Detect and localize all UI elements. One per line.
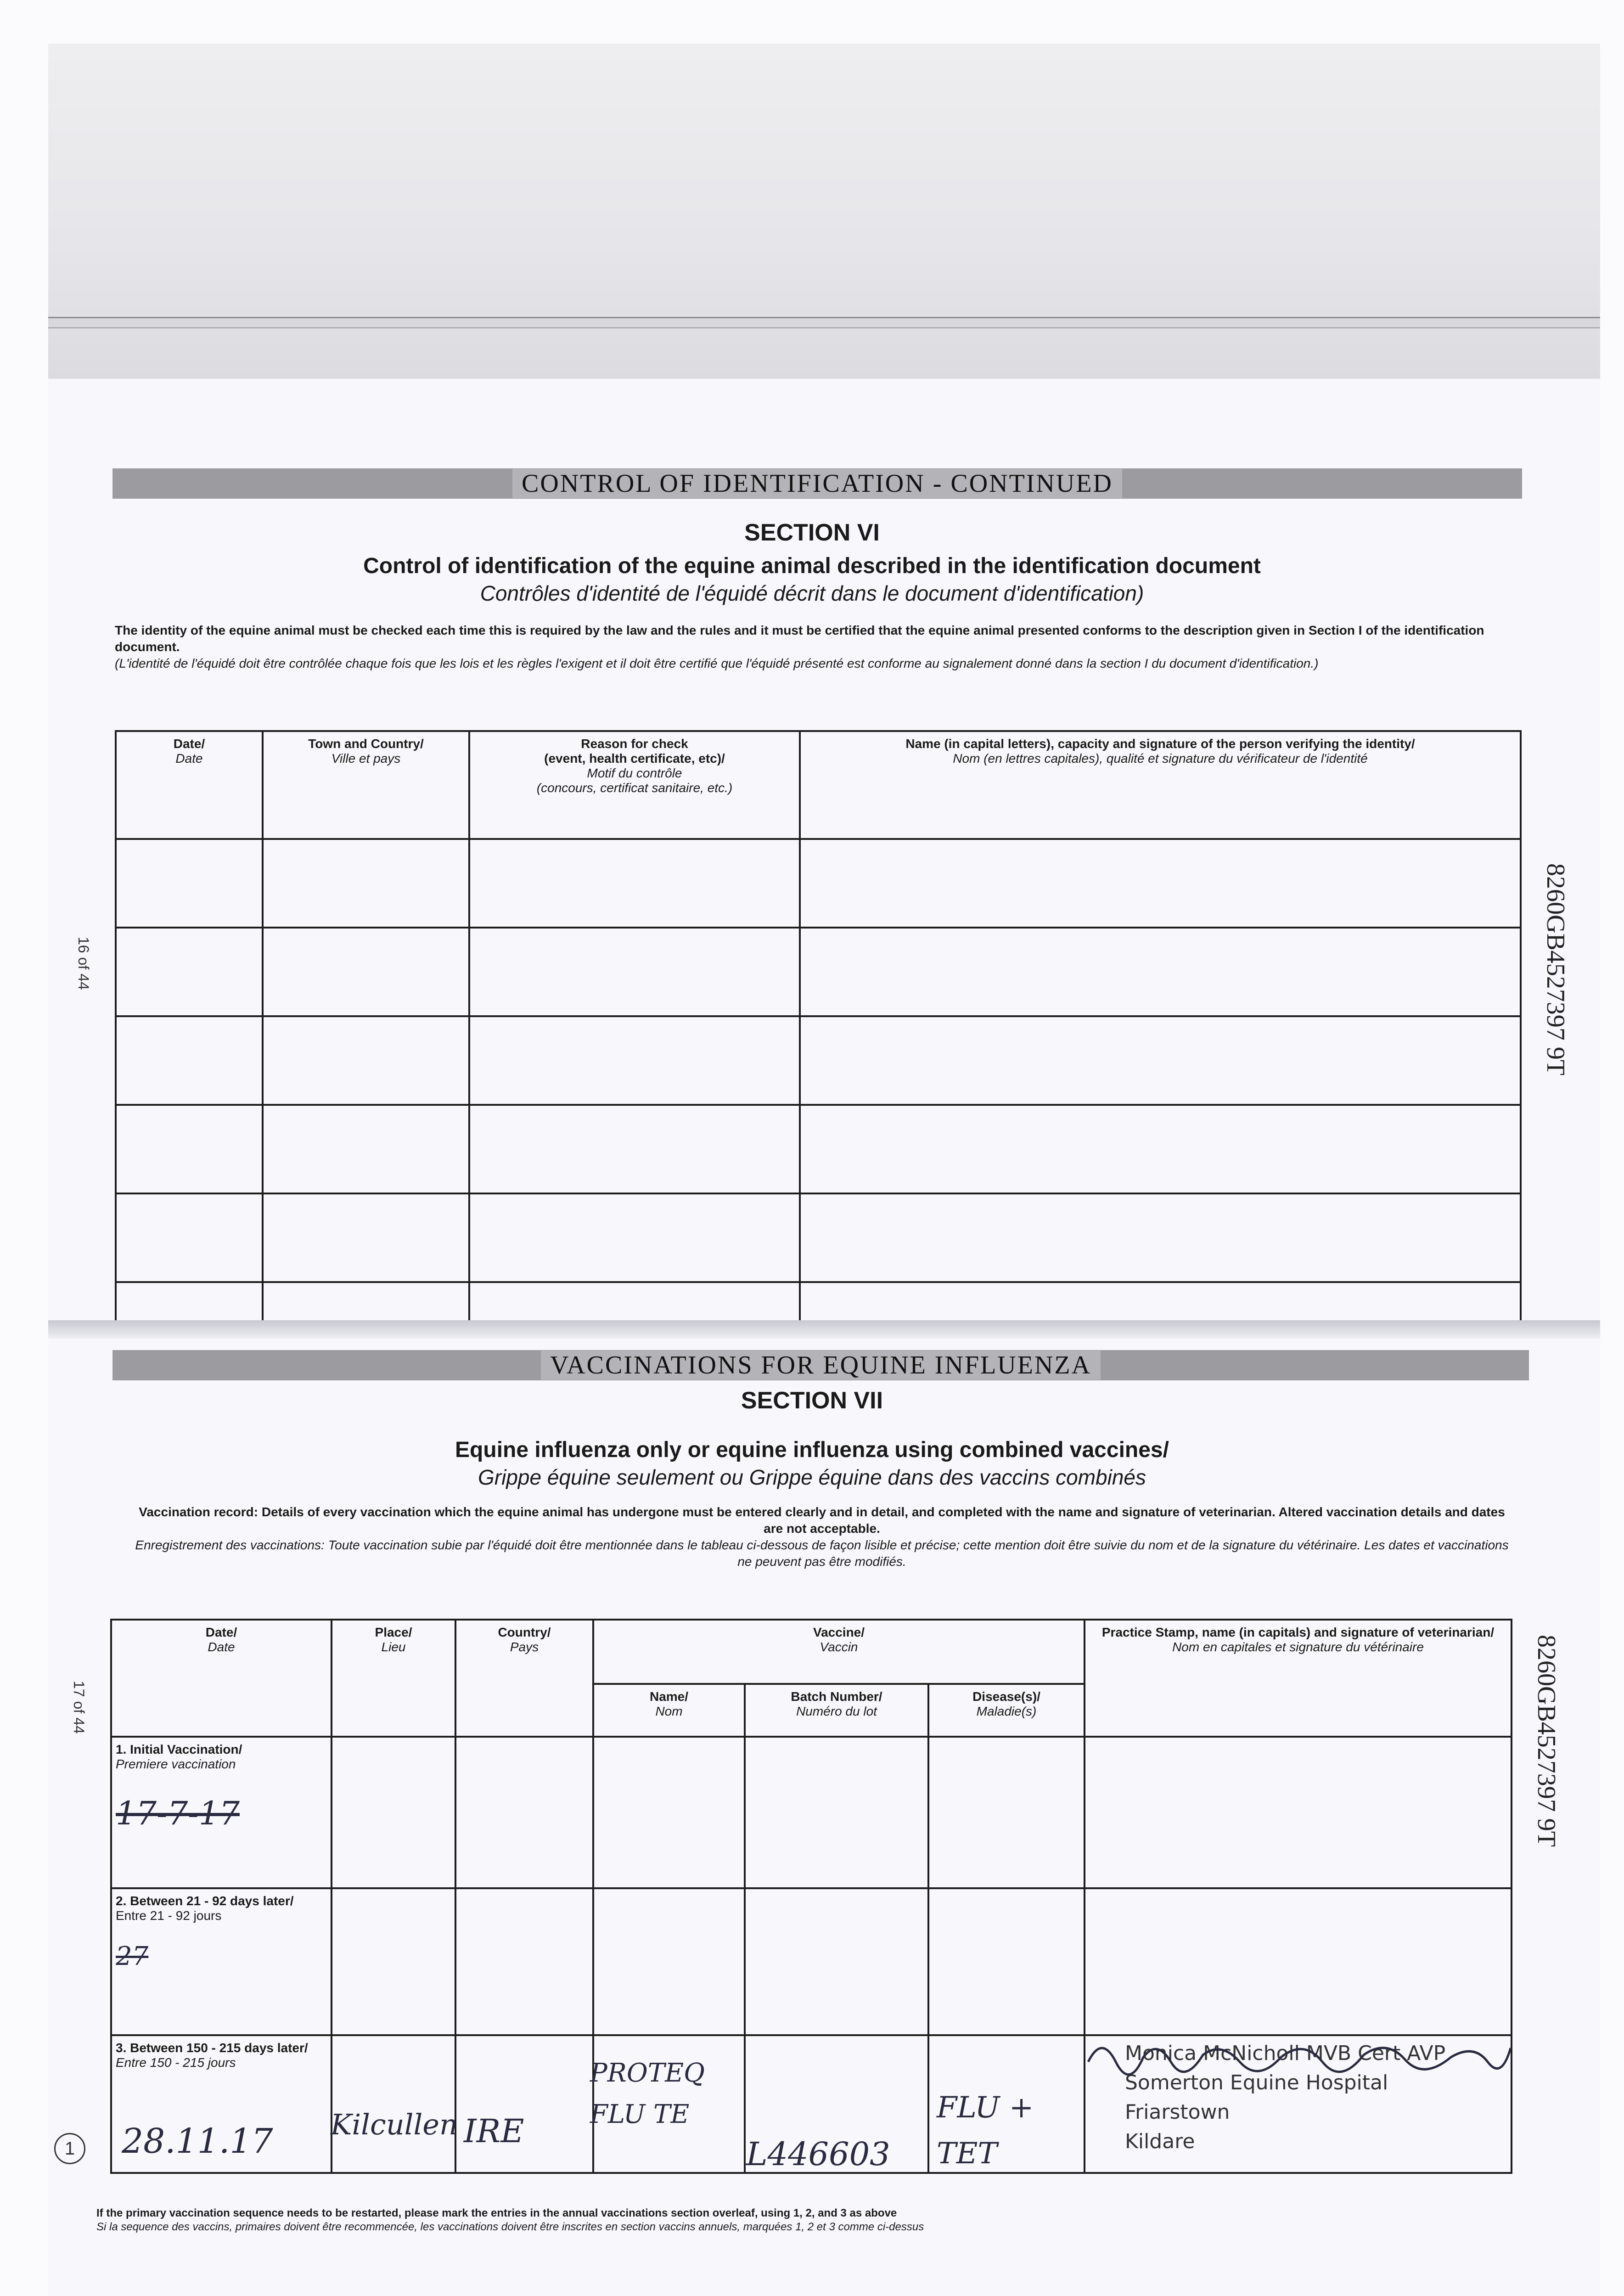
table-cell[interactable] xyxy=(332,1737,455,1888)
section6-banner-text: CONTROL OF IDENTIFICATION - CONTINUED xyxy=(512,469,1122,498)
table-cell[interactable] xyxy=(469,1016,800,1105)
table-cell[interactable] xyxy=(332,1888,455,2035)
table-cell[interactable] xyxy=(469,839,800,928)
table-cell[interactable] xyxy=(332,2035,455,2173)
table-cell[interactable] xyxy=(593,1888,745,2035)
col-vaccine-name xyxy=(593,1684,745,1737)
table-row xyxy=(116,928,1521,1016)
table-row xyxy=(116,1193,1521,1282)
section7-heading-en: Equine influenza only or equine influenza using combined vaccines/ xyxy=(455,1438,1169,1462)
table-cell[interactable] xyxy=(800,928,1521,1016)
table-cell[interactable] xyxy=(116,1193,263,1282)
col-date-label-fr: Date xyxy=(175,751,203,765)
section7-banner xyxy=(112,1350,1529,1380)
section7-title: SECTION VII xyxy=(741,1387,883,1414)
record-text-fr: Toute vaccination subie par l'équidé doit être mentionnée dans le tableau ci-dessous de façon lisible et précise; cette mention doit être suivie du nom et de la signature du vétérinaire. Les dates et vaccinations ne peuvent pas être modifiés. xyxy=(328,1538,1509,1569)
stamp-line-county: Kildare xyxy=(1125,2130,1195,2153)
section6-banner xyxy=(112,468,1522,499)
col-vacc-date-label-fr: Date xyxy=(208,1640,235,1654)
row-third-handwritten-disease: FLU + TET xyxy=(937,2091,1034,2171)
table-cell[interactable] xyxy=(455,1737,593,1888)
record-label-fr: Enregistrement des vaccinations: xyxy=(135,1538,325,1552)
table-cell[interactable] xyxy=(745,1737,928,1888)
row-initial-label: 1. Initial Vaccination/ xyxy=(116,1742,242,1756)
col-reason-label-fr-2: (concours, certificat sanitaire, etc.) xyxy=(536,781,733,795)
col-batch-label-fr: Numéro du lot xyxy=(796,1704,877,1718)
table-cell[interactable] xyxy=(469,1193,800,1282)
vaccination-row-second xyxy=(111,1888,1512,2035)
col-reason-label-2: (event, health certificate, etc)/ xyxy=(544,751,725,765)
section6-side-reference: 8260GB4527397 9T xyxy=(1541,863,1570,1075)
row-initial-handwritten-date: 17-7-17 xyxy=(116,1795,240,1832)
col-stamp-label: Practice Stamp, name (in capitals) and signature of veterinarian/ xyxy=(1101,1625,1495,1639)
col-name-label-fr: Nom xyxy=(655,1704,683,1718)
section6-instructions xyxy=(115,622,1501,672)
section7-record-text xyxy=(129,1504,1515,1570)
table-cell[interactable] xyxy=(800,839,1521,928)
col-country xyxy=(455,1620,593,1737)
table-cell[interactable] xyxy=(593,1737,745,1888)
stamp-line-name: Monica McNicholl MVB Cert AVP xyxy=(1125,2042,1446,2065)
col-vaccine xyxy=(593,1620,1085,1684)
col-country-label-fr: Pays xyxy=(510,1640,539,1654)
table-cell[interactable] xyxy=(469,1105,800,1193)
scan-fold-line xyxy=(48,317,1600,328)
col-place-label: Place/ xyxy=(375,1625,412,1639)
stamp-line-practice: Somerton Equine Hospital xyxy=(1125,2071,1388,2094)
row-third-label-fr: Entre 150 - 215 jours xyxy=(116,2055,236,2070)
row-third-handwritten-date: 28.11.17 xyxy=(122,2122,273,2161)
table-cell[interactable] xyxy=(800,1193,1521,1282)
vaccination-row-initial xyxy=(111,1737,1512,1888)
col-verifier-label: Name (in capital letters), capacity and signature of the person verifying the identity/ xyxy=(905,737,1415,751)
col-town-country xyxy=(263,731,469,839)
row-third-handwritten-batch: L446603 xyxy=(746,2135,890,2173)
col-batch-label: Batch Number/ xyxy=(791,1689,882,1704)
table-cell[interactable] xyxy=(800,1016,1521,1105)
restart-circle-mark: 1 xyxy=(54,2133,85,2164)
col-place xyxy=(332,1620,455,1737)
row-initial-label-fr: Premiere vaccination xyxy=(116,1757,236,1771)
section6-heading-fr: Contrôles d'identité de l'équidé décrit dans le document d'identification) xyxy=(480,581,1144,605)
table-cell[interactable] xyxy=(116,1016,263,1105)
table-cell[interactable] xyxy=(116,839,263,928)
section6-instruction-fr: (L'identité de l'équidé doit être contrôlée chaque fois que les lois et les règles l'exigent et il doit être certifié que l'équidé présenté est conforme au signalement donné dans la section I du document d'identification.) xyxy=(115,656,1319,670)
col-disease-label-fr: Maladie(s) xyxy=(976,1704,1037,1718)
table-cell[interactable] xyxy=(469,928,800,1016)
table-cell[interactable] xyxy=(745,1888,928,2035)
row-second-label: 2. Between 21 - 92 days later/ xyxy=(116,1894,294,1908)
col-place-label-fr: Lieu xyxy=(381,1640,406,1654)
table-cell[interactable] xyxy=(263,928,469,1016)
section7-side-reference: 8260GB4527397 9T xyxy=(1532,1635,1561,1847)
col-batch-number xyxy=(745,1684,928,1737)
section7-banner-text: VACCINATIONS FOR EQUINE INFLUENZA xyxy=(541,1351,1101,1380)
identity-check-header-row xyxy=(116,731,1521,839)
section6-heading-en: Control of identification of the equine animal described in the identification document xyxy=(363,554,1261,578)
col-vacc-date-label: Date/ xyxy=(205,1625,237,1639)
stamp-line-town: Friarstown xyxy=(1125,2100,1230,2124)
table-cell[interactable] xyxy=(263,839,469,928)
scan-page-break xyxy=(48,1320,1600,1339)
col-verifier xyxy=(800,731,1521,839)
table-cell[interactable] xyxy=(1085,1737,1512,1888)
col-name-label: Name/ xyxy=(649,1689,689,1704)
row-second-handwritten-mark: 27 xyxy=(116,1941,149,1971)
veterinarian-signature-icon xyxy=(1084,2030,1515,2080)
row-third-label: 3. Between 150 - 215 days later/ xyxy=(116,2041,308,2055)
table-cell[interactable] xyxy=(800,1105,1521,1193)
table-cell[interactable] xyxy=(455,2035,593,2173)
row-initial-label-cell[interactable] xyxy=(111,1737,332,1888)
table-cell[interactable] xyxy=(455,1888,593,2035)
col-country-label: Country/ xyxy=(498,1625,551,1639)
section6-title: SECTION VI xyxy=(744,519,880,546)
table-cell[interactable] xyxy=(1085,1888,1512,2035)
table-row xyxy=(116,839,1521,928)
section7-heading-fr: Grippe équine seulement ou Grippe équine dans des vaccins combinés xyxy=(478,1465,1146,1489)
col-practice-stamp xyxy=(1085,1620,1512,1737)
table-row xyxy=(116,1105,1521,1193)
table-cell[interactable] xyxy=(263,1016,469,1105)
col-verifier-label-fr: Nom (en lettres capitales), qualité et signature du vérificateur de l'identité xyxy=(953,751,1368,765)
col-disease-label: Disease(s)/ xyxy=(972,1689,1040,1704)
identity-check-table xyxy=(115,730,1522,1334)
col-town-label: Town and Country/ xyxy=(308,737,424,751)
col-stamp-label-fr: Nom en capitales et signature du vétérinaire xyxy=(1172,1640,1424,1654)
col-vaccine-label: Vaccine/ xyxy=(813,1625,865,1639)
col-date xyxy=(116,731,263,839)
section6-instruction-en: The identity of the equine animal must be checked each time this is required by the law and the rules and it must be certified that the equine animal presented conforms to the description given in Section I of the identification document. xyxy=(115,623,1484,654)
table-cell[interactable] xyxy=(116,1105,263,1193)
row-second-label-fr: Entre 21 - 92 jours xyxy=(116,1908,222,1923)
row-second-label-cell[interactable] xyxy=(111,1888,332,2035)
footnote-en: If the primary vaccination sequence needs to be restarted, please mark the entries in the annual vaccinations section overleaf, using 1, 2, and 3 as above xyxy=(96,2207,897,2219)
record-text-en: Details of every vaccination which the equine animal has undergone must be entered clearly and in detail, and completed with the name and signature of veterinarian. Altered vaccination details and dates are not acceptable. xyxy=(261,1505,1505,1536)
table-cell[interactable] xyxy=(928,1888,1085,2035)
footnote-fr: Si la sequence des vaccins, primaires doivent être recommencée, les vaccinations doivent être inscrites en section vaccins annuels, marquées 1, 2 et 3 comme ci-dessus xyxy=(96,2221,924,2233)
col-reason-label: Reason for check xyxy=(581,737,688,751)
scan-top-margin xyxy=(48,44,1600,379)
table-cell[interactable] xyxy=(116,928,263,1016)
row-third-handwritten-place: Kilcullen xyxy=(331,2108,458,2141)
page-number-17: 17 of 44 xyxy=(71,1681,87,1734)
table-row xyxy=(116,1016,1521,1105)
table-cell[interactable] xyxy=(928,1737,1085,1888)
col-town-label-fr: Ville et pays xyxy=(331,751,401,765)
record-label: Vaccination record: xyxy=(139,1505,258,1519)
col-reason xyxy=(469,731,800,839)
footnote xyxy=(96,2206,1520,2234)
row-third-handwritten-country: IRE xyxy=(464,2112,524,2150)
col-disease xyxy=(928,1684,1085,1737)
col-vaccine-label-fr: Vaccin xyxy=(820,1640,858,1654)
table-cell[interactable] xyxy=(263,1193,469,1282)
table-cell[interactable] xyxy=(263,1105,469,1193)
page-number-16: 16 of 44 xyxy=(75,937,92,990)
vaccination-header-row xyxy=(111,1620,1512,1684)
col-vacc-date xyxy=(111,1620,332,1737)
row-third-handwritten-vaccine: PROTEQ FLU TE xyxy=(590,2058,705,2129)
col-reason-label-fr: Motif du contrôle xyxy=(587,766,682,780)
col-date-label: Date/ xyxy=(173,737,205,751)
